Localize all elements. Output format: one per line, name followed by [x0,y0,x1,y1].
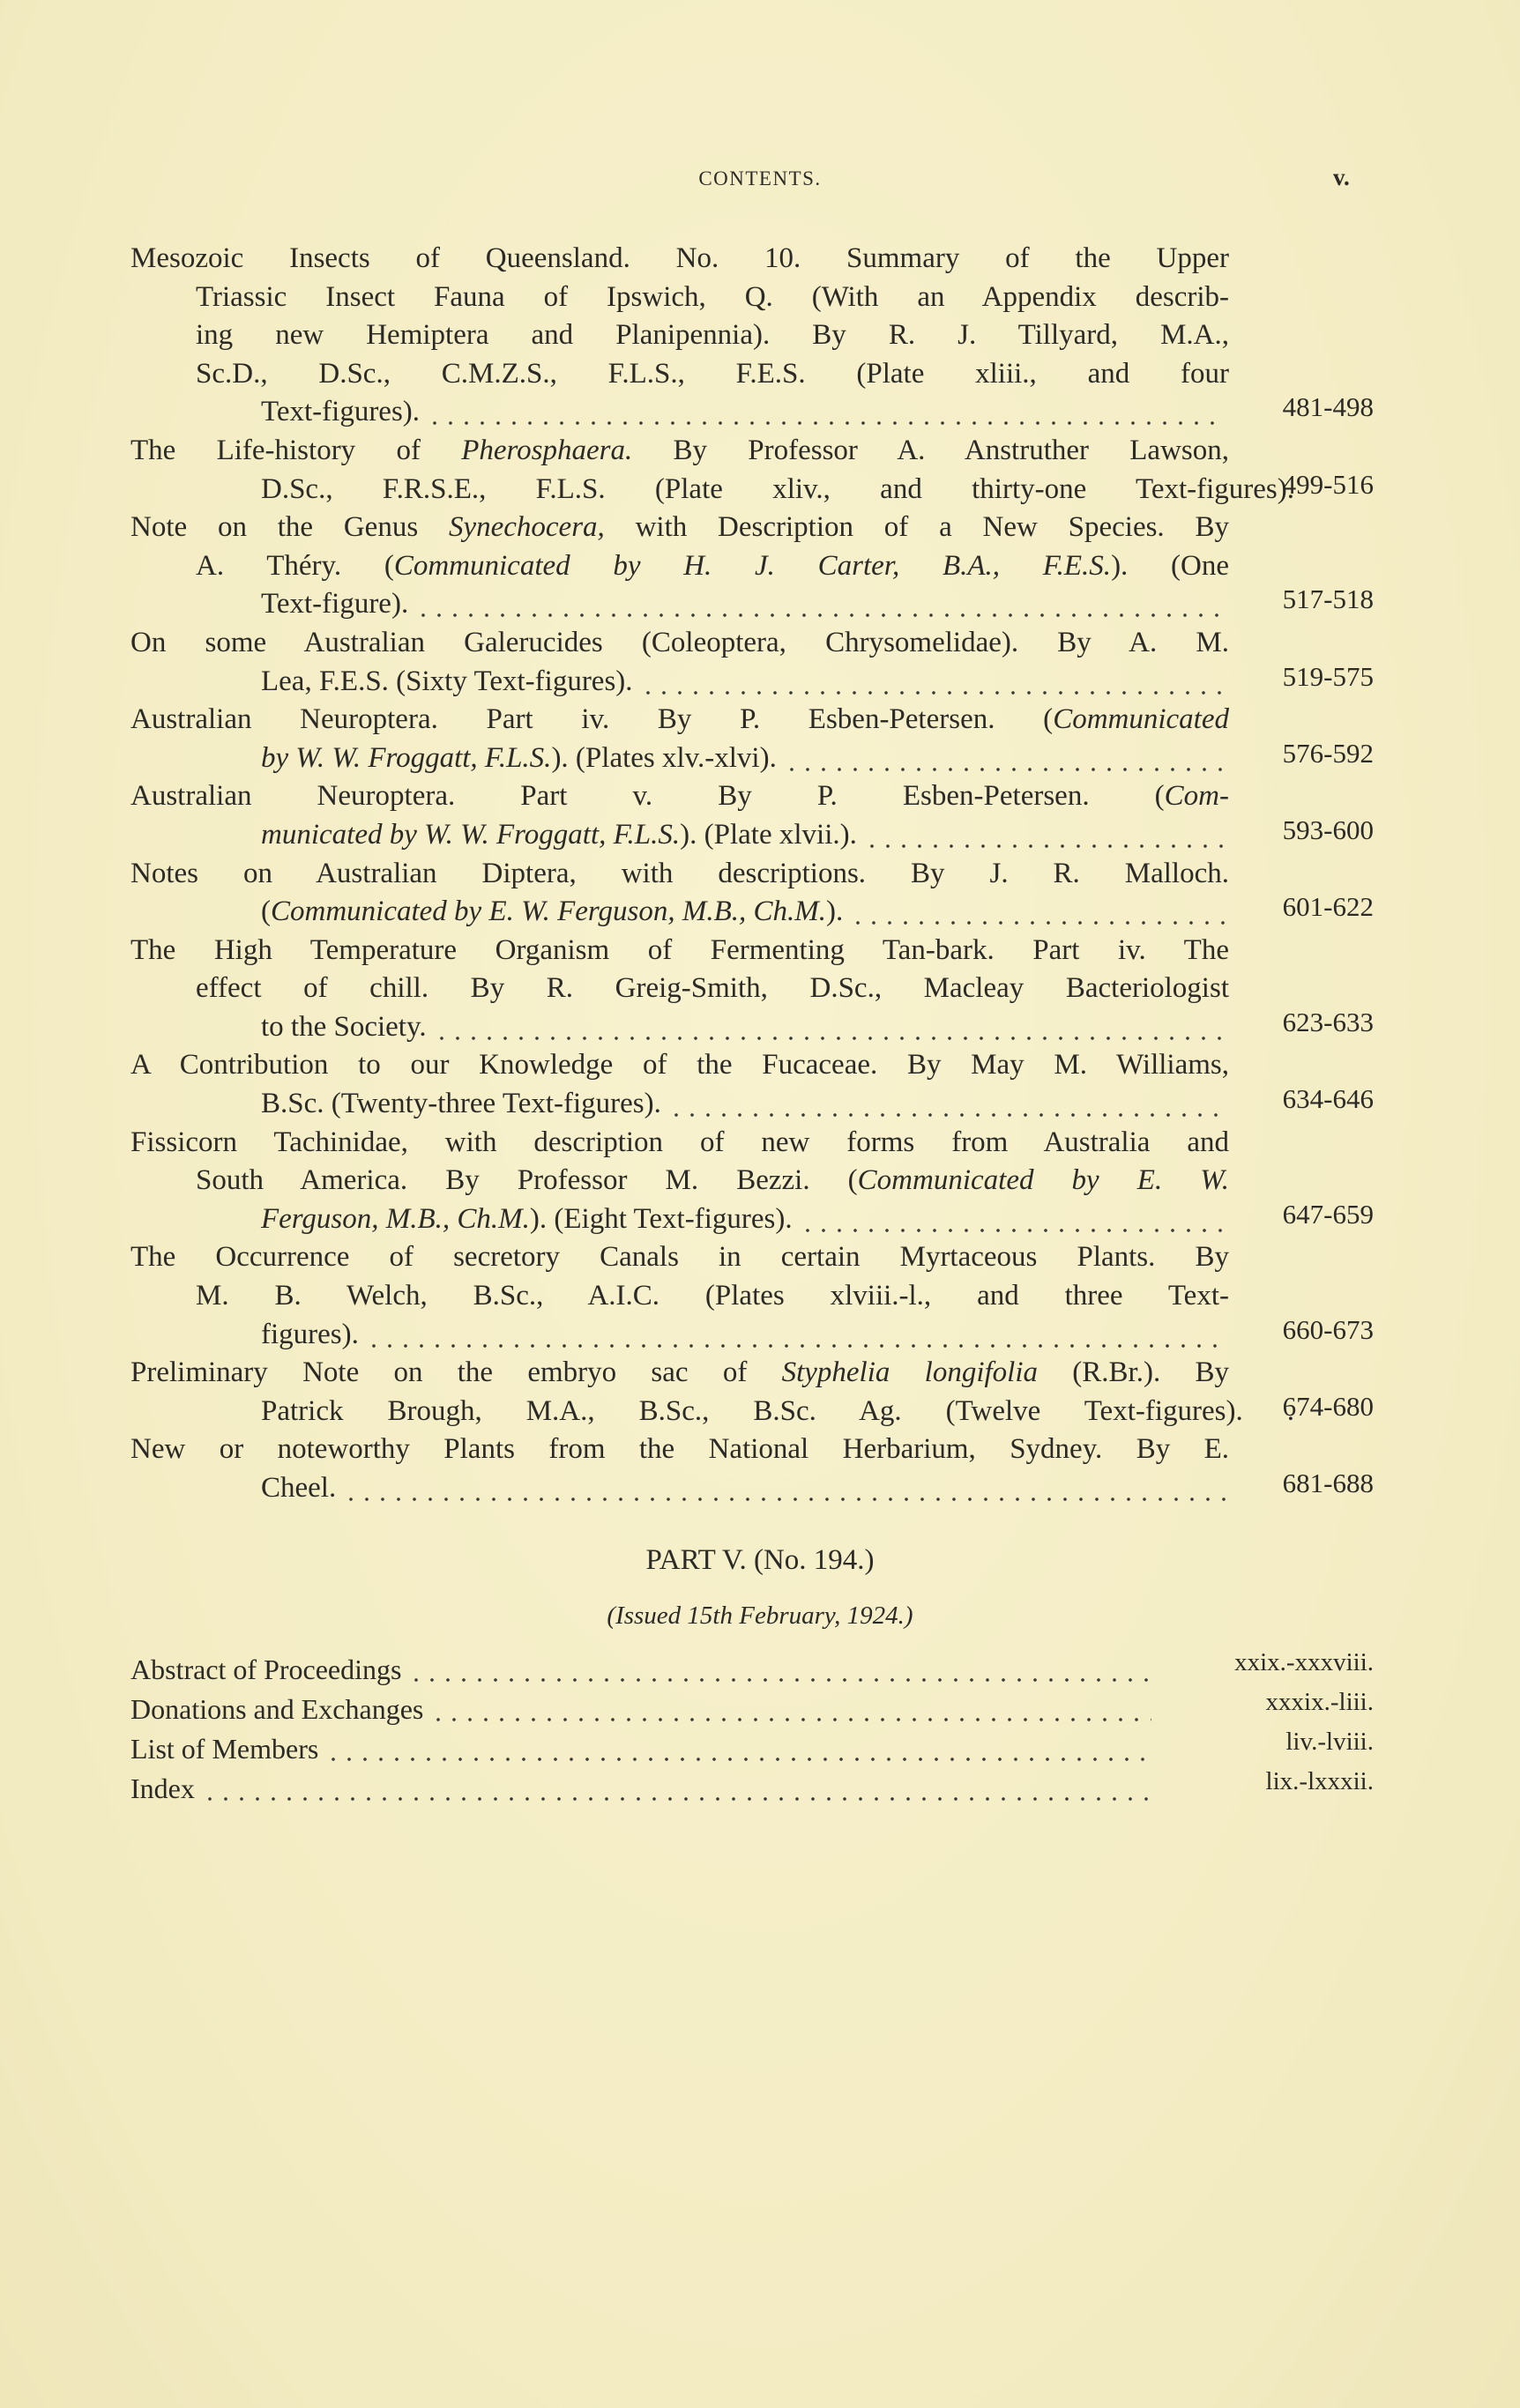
page-range: 601-622 [1282,891,1374,923]
italic-text: Communicated by E. W. Ferguson, M.B., Ch.M. [271,896,826,928]
toc-line [130,624,1374,663]
text-segment: B.Sc. (Twenty-three Text-figures). [261,1088,661,1120]
text-segment: Preliminary Note on the embryo sac of [130,1356,782,1389]
part-contents [130,1650,1374,1809]
text-segment: By Professor A. Anstruther Lawson, [632,434,1229,466]
part-item [130,1769,1374,1809]
text-segment: Mesozoic Insects of Queensland. No. 10. Summary of the Upper [130,242,1229,274]
dot-leader [427,393,1226,432]
toc-entry [130,509,1374,624]
italic-text: by W. W. Froggatt, F.L.S. [261,741,552,774]
italic-text: Communicated by H. J. Carter, B.A., F.E.S. [393,549,1112,582]
text-segment: ). (Plate xlvii.). [680,818,857,851]
italic-text: Ferguson, M.B., Ch.M. [261,1202,530,1235]
page-range: 674-680 [1282,1390,1374,1422]
entry-text [196,279,1229,317]
page-range: 681-688 [1282,1468,1374,1498]
entry-text [130,1124,1229,1163]
toc-entry [130,432,1374,509]
dot-leader [343,1469,1226,1508]
entry-text [261,893,843,932]
text-segment: Notes on Australian Diptera, with descriptions. By J. R. Malloch. [130,857,1229,889]
table-of-contents [130,240,1374,1508]
entry-text [261,1085,661,1124]
entry-text [261,1008,427,1047]
page-range: 647-659 [1282,1198,1374,1230]
dot-leader [415,585,1226,624]
toc-line [130,1313,1374,1355]
toc-line [130,1085,1374,1124]
text-segment: to the Society. [261,1010,427,1043]
text-segment: Lea, F.E.S. (Sixty Text-figures). [261,665,633,697]
dot-leader [640,663,1226,702]
entry-text [261,1316,359,1355]
toc-line [130,1008,1374,1047]
toc-entry [130,1124,1374,1239]
italic-text: Styphelia longifolia [781,1356,1039,1389]
italic-text: Pherosphaera. [461,434,633,466]
text-segment: Patrick Brough, M.A., B.Sc., B.Sc. Ag. (Twelve Text-figures). . [261,1394,1294,1427]
toc-line [130,1200,1374,1239]
text-segment: ). (Eight Text-figures). [529,1202,793,1235]
entry-text [130,240,1229,279]
text-segment: The Occurrence of secretory Canals in certain Myrtaceous Plants. By [130,1241,1229,1274]
entry-text [130,624,1229,663]
entry-text [130,1431,1229,1469]
toc-line [130,893,1374,932]
dot-leader [202,1769,1151,1809]
toc-line [130,777,1374,816]
page-range: 660-673 [1282,1313,1374,1345]
entry-text [261,816,857,855]
text-segment: South America. By Professor M. Bezzi. ( [196,1164,858,1197]
toc-line [130,240,1374,279]
text-segment: effect of chill. By R. Greig-Smith, D.Sc., Macleay Bacteriologist [196,972,1229,1005]
toc-entry [130,1431,1374,1507]
running-title: CONTENTS. [698,167,822,190]
text-segment: with Description of a New Species. By [604,511,1229,544]
page-range: 634-646 [1282,1083,1374,1115]
text-segment: ). [825,896,844,928]
toc-line [130,1238,1374,1277]
italic-text: Synechocera, [448,511,605,544]
toc-line [130,1390,1374,1431]
toc-line [130,1046,1374,1085]
italic-text: Com- [1164,780,1229,813]
entry-text [130,701,1229,739]
entry-text [261,1200,793,1239]
text-segment: A Contribution to our Knowledge of the Fucaceae. By May M. Williams, [130,1049,1229,1081]
page-range: liv.-lviii. [1285,1728,1374,1756]
text-segment: Australian Neuroptera. Part v. By P. Esben-Petersen. ( [130,780,1165,813]
entry-text [130,509,1229,547]
toc-entry [130,1354,1374,1431]
toc-line [130,701,1374,739]
dot-leader [430,1690,1151,1729]
toc-entry [130,624,1374,701]
entry-text [196,970,1229,1008]
text-segment: figures). [261,1318,359,1350]
dot-leader [325,1729,1151,1769]
toc-entry [130,240,1374,432]
entry-text [261,739,777,778]
dot-leader [408,1650,1151,1690]
page-range: 623-633 [1282,1006,1374,1037]
page-number: v. [1333,164,1350,190]
text-segment: D.Sc., F.R.S.E., F.L.S. (Plate xliv., and thirty-one Text-figures). [261,472,1294,505]
page-range: 593-600 [1282,814,1374,845]
page-range: 519-575 [1282,660,1374,692]
toc-line [130,1431,1374,1469]
entry-text [130,1354,1229,1393]
text-segment: Cheel. [261,1472,337,1504]
page-range: xxxix.-liii. [1265,1688,1374,1716]
item-label: Donations and Exchanges [130,1693,424,1725]
toc-line [130,468,1374,509]
toc-line [130,393,1374,432]
italic-text: Communicated [1053,703,1229,736]
text-segment: Fissicorn Tachinidae, with description of new forms from Australia and [130,1126,1229,1158]
toc-line [130,547,1374,586]
toc-entry [130,701,1374,777]
entry-text [261,663,633,702]
text-segment: M. B. Welch, B.Sc., A.I.C. (Plates xlviii.-l., and three Text- [196,1280,1229,1312]
toc-entry [130,777,1374,854]
page-range: 481-498 [1282,391,1374,423]
toc-entry [130,932,1374,1047]
text-segment: Text-figures). [261,396,421,428]
entry-text [130,432,1229,471]
toc-line [130,855,1374,894]
toc-line [130,1469,1374,1508]
page-range: xxix.-xxxviii. [1234,1648,1374,1676]
entry-text [130,777,1229,816]
toc-line [130,585,1374,624]
text-segment: (R.Br.). By [1038,1356,1229,1389]
entry-text [196,1162,1229,1200]
part-heading: PART V. (No. 194.) [645,1544,875,1576]
toc-line [130,316,1374,355]
entry-text [261,393,420,432]
toc-line [130,660,1374,702]
entry-text [130,932,1229,970]
toc-line [130,1277,1374,1316]
text-segment: ). (One [1111,549,1229,582]
italic-text: municated by W. W. Froggatt, F.L.S. [261,818,681,851]
entry-text [196,316,1229,355]
dot-leader [668,1085,1226,1124]
dot-leader [864,816,1226,855]
text-segment: Australian Neuroptera. Part iv. By P. Esben-Petersen. ( [130,703,1054,736]
dot-leader [850,893,1226,932]
text-segment: Note on the Genus [130,511,449,544]
toc-line [130,1124,1374,1163]
item-label: Abstract of Proceedings [130,1654,402,1685]
text-segment: A. Théry. ( [196,549,394,582]
entry-text [261,585,408,624]
text-segment: ing new Hemiptera and Planipennia). By R. J. Tillyard, M.A., [196,319,1229,352]
item-label: Index [130,1773,195,1804]
toc-line [130,816,1374,855]
page-range: lix.-lxxxii. [1265,1767,1374,1795]
dot-leader [366,1316,1226,1355]
entry-text [261,1469,336,1508]
text-segment: Text-figure). [261,588,409,621]
text-segment: New or noteworthy Plants from the National Herbarium, Sydney. By E. [130,1433,1229,1466]
entry-text [196,547,1229,586]
text-segment: On some Australian Galerucides (Coleoptera, Chrysomelidae). By A. M. [130,626,1229,658]
item-label: List of Members [130,1733,319,1765]
toc-line [130,509,1374,547]
toc-entry [130,1046,1374,1123]
toc-line [130,279,1374,317]
entry-text [196,355,1229,394]
entry-text [261,471,1294,509]
toc-line [130,932,1374,970]
toc-line [130,355,1374,394]
toc-line [130,739,1374,778]
page-range: 499-516 [1282,468,1374,500]
entry-text [130,855,1229,894]
text-segment: The Life-history of [130,434,462,466]
entry-text [130,1046,1229,1085]
text-segment: ( [261,896,271,928]
dot-leader [434,1008,1226,1047]
entry-text [261,1393,1294,1431]
dot-leader [800,1200,1226,1239]
toc-entry [130,1238,1374,1354]
text-segment: ). (Plates xlv.-xlvi). [551,741,777,774]
page-range: 576-592 [1282,737,1374,769]
page-range: 517-518 [1282,583,1374,615]
toc-line [130,1162,1374,1200]
dot-leader [784,739,1226,778]
issue-date: (Issued 15th February, 1924.) [607,1602,913,1630]
text-segment: The High Temperature Organism of Fermenting Tan-bark. Part iv. The [130,933,1229,966]
entry-text [130,1238,1229,1277]
text-segment: Sc.D., D.Sc., C.M.Z.S., F.L.S., F.E.S. (Plate xliii., and four [196,357,1229,390]
toc-line [130,432,1374,471]
toc-line [130,1354,1374,1393]
text-segment: Triassic Insect Fauna of Ipswich, Q. (With an Appendix describ- [196,280,1229,313]
toc-line [130,970,1374,1008]
toc-entry [130,855,1374,932]
entry-text [196,1277,1229,1316]
italic-text: Communicated by E. W. [857,1164,1229,1197]
